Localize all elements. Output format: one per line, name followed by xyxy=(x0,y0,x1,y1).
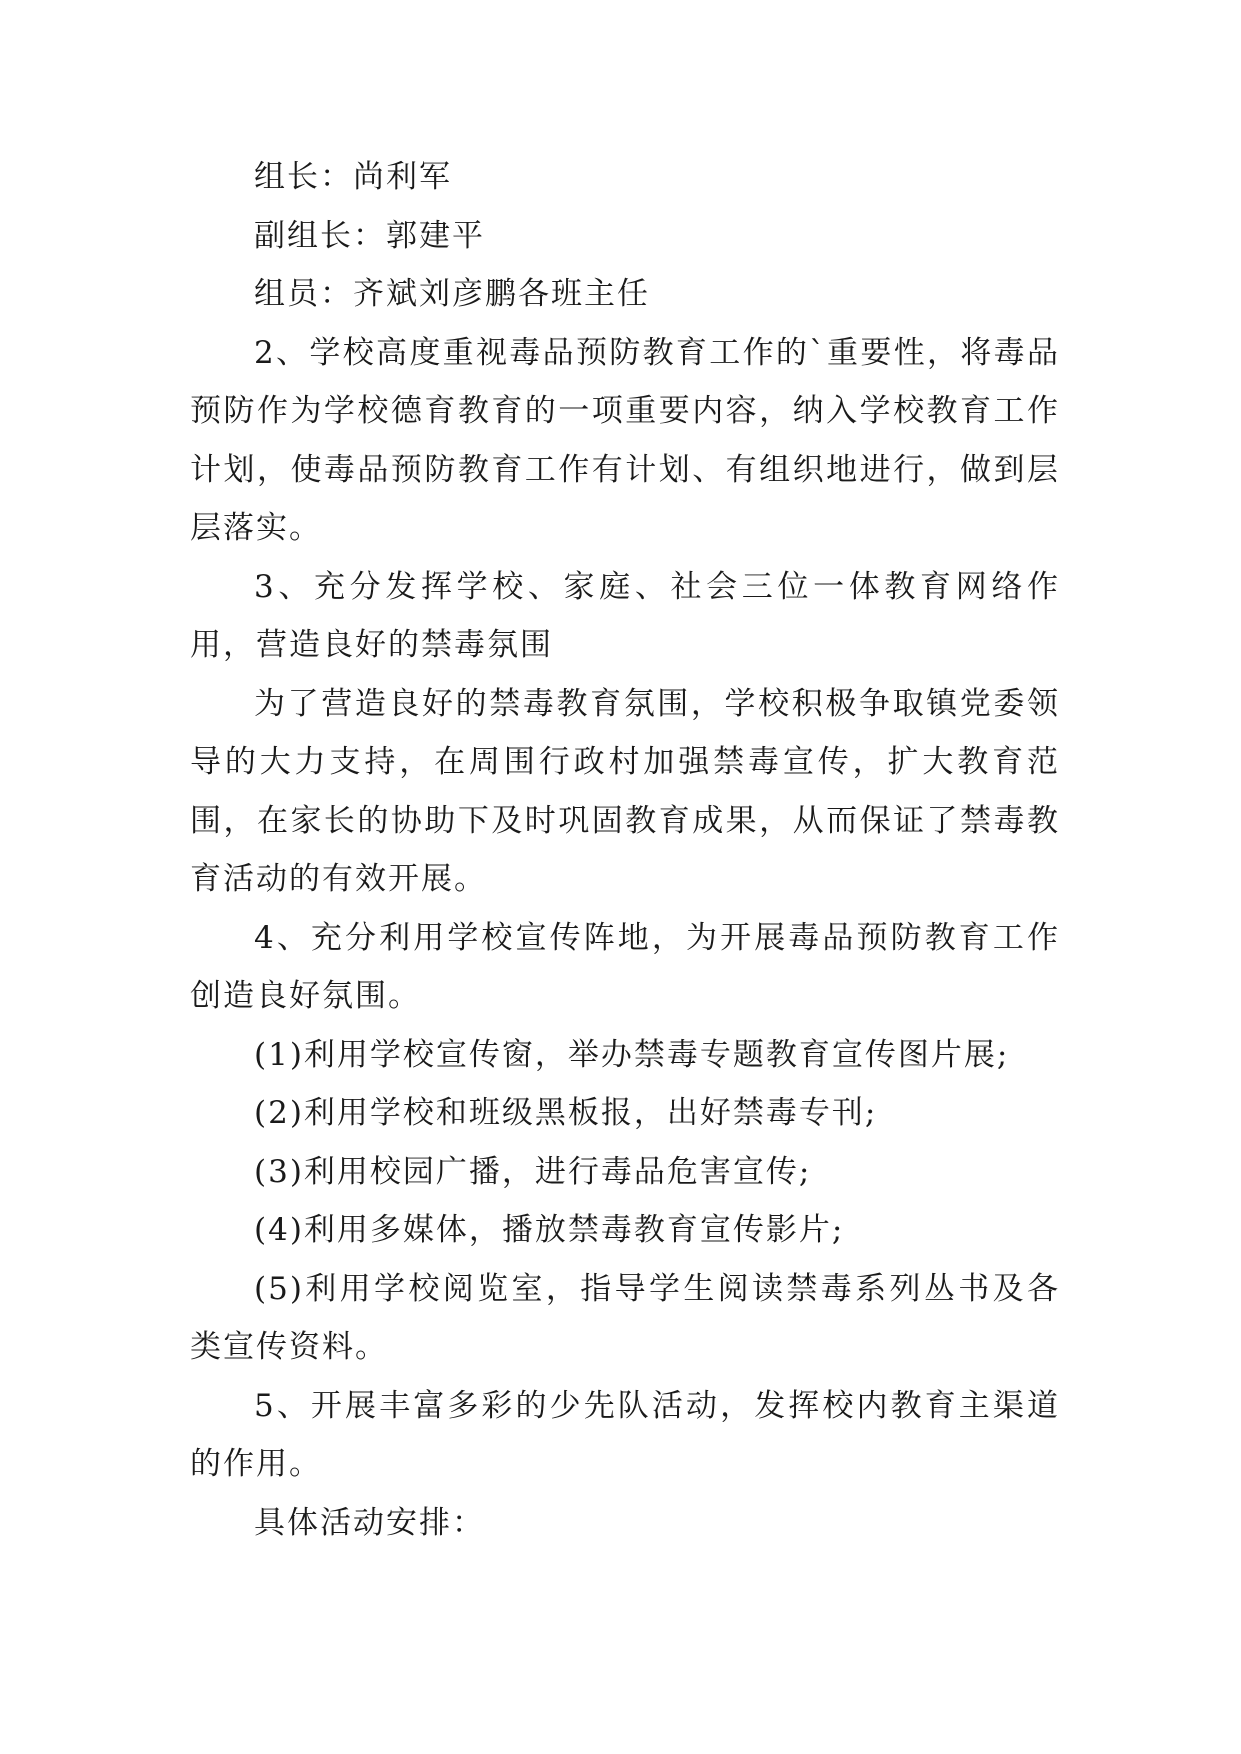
document-body xyxy=(190,148,1060,1552)
list-item-2: (2)利用学校和班级黑板报，出好禁毒专刊; xyxy=(254,1095,878,1131)
paragraph-group-leader: 组长：尚利军 xyxy=(254,159,452,195)
list-item-5: (5)利用学校阅览室，指导学生阅读禁毒系列丛书及各类宣传资料。 xyxy=(190,1270,1060,1365)
paragraph-activity-schedule: 具体活动安排： xyxy=(254,1504,485,1541)
paragraph-deputy-leader: 副组长：郭建平 xyxy=(254,217,485,254)
list-item-3: (3)利用校园广播，进行毒品危害宣传; xyxy=(254,1153,812,1190)
paragraph-item-2: 2、学校高度重视毒品预防教育工作的`重要性，将毒品预防作为学校德育教育的一项重要内容，纳入学校教育工作计划，使毒品预防教育工作有计划、有组织地进行，做到层层落实。 xyxy=(190,334,1060,546)
paragraph-item-4: 4、充分利用学校宣传阵地，为开展毒品预防教育工作创造良好氛围。 xyxy=(190,919,1060,1014)
paragraph-atmosphere: 为了营造良好的禁毒教育氛围，学校积极争取镇党委领导的大力支持，在周围行政村加强禁毒宣传，扩大教育范围，在家长的协助下及时巩固教育成果，从而保证了禁毒教育活动的有效开展。 xyxy=(190,685,1060,897)
list-item-4: (4)利用多媒体，播放禁毒教育宣传影片; xyxy=(254,1212,845,1248)
paragraph-item-3: 3、充分发挥学校、家庭、社会三位一体教育网络作用，营造良好的禁毒氛围 xyxy=(190,568,1060,663)
list-item-1: (1)利用学校宣传窗，举办禁毒专题教育宣传图片展; xyxy=(254,1036,1010,1073)
paragraph-item-5: 5、开展丰富多彩的少先队活动，发挥校内教育主渠道的作用。 xyxy=(190,1387,1060,1482)
paragraph-group-members: 组员：齐斌刘彦鹏各班主任 xyxy=(254,276,650,312)
